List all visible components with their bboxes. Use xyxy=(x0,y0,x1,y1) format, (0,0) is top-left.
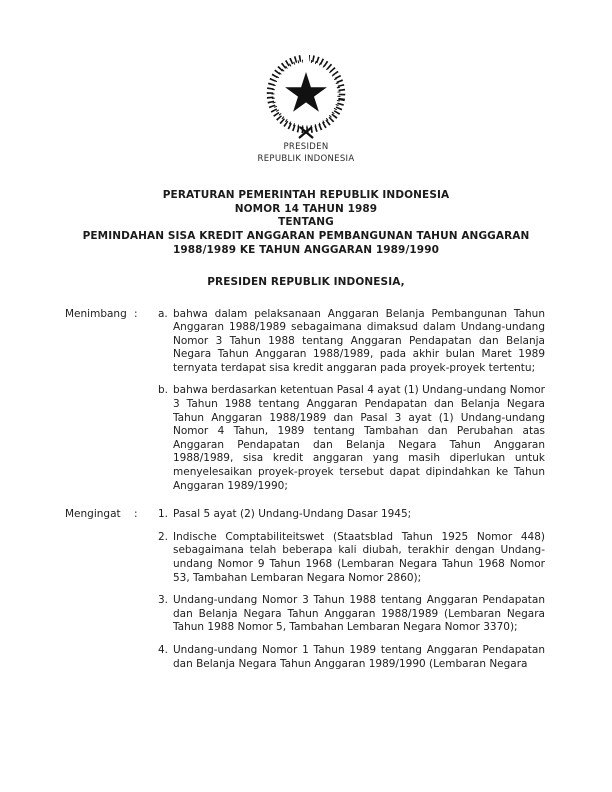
title-line-3: TENTANG xyxy=(278,216,334,229)
item-marker: 4. xyxy=(158,643,169,656)
org-name-presiden: PRESIDEN xyxy=(283,142,329,152)
section-label: Mengingat xyxy=(65,508,121,521)
section-items xyxy=(158,508,545,671)
section-mengingat xyxy=(65,508,545,671)
item-text: bahwa dalam pelaksanaan Anggaran Belanja Pembangunan Tahun Anggaran 1988/1989 sebagaimana dimaksud dalam Undang-undang Nomor 3 Tahun 1988 tentang Anggaran Pendapatan dan Belanja Negara Tahun Anggaran 1988/1989, pada akhir bulan Maret 1989 ternyata terdapat sisa kredit anggaran pada proyek-proyek tertentu; xyxy=(173,307,545,374)
section-colon: : xyxy=(134,307,138,320)
list-item xyxy=(158,384,545,493)
list-item xyxy=(158,308,545,376)
section-items xyxy=(158,308,545,494)
preamble-heading: PRESIDEN REPUBLIK INDONESIA, xyxy=(207,275,405,288)
item-text: Indische Comptabiliteitswet (Staatsblad Tahun 1925 Nomor 448) sebagaimana telah beberapa kali diubah, terakhir dengan Undang-undang Nomor 9 Tahun 1968 (Lembaran Negara Tahun 1968 Nomor 53, Tambahan Lembaran Negara Nomor 2860); xyxy=(173,530,545,584)
item-marker: 1. xyxy=(158,508,169,521)
title-line-4: PEMINDAHAN SISA KREDIT ANGGARAN PEMBANGUNAN TAHUN ANGGARAN xyxy=(82,230,530,243)
document-body xyxy=(65,308,545,672)
list-item xyxy=(158,508,545,522)
star-wreath-emblem-icon xyxy=(246,54,366,142)
item-text: Undang-undang Nomor 3 Tahun 1988 tentang Anggaran Pendapatan dan Belanja Negara Tahun Anggaran 1988/1989 (Lembaran Negara Tahun 1988 Nomor 5, Tambahan Lembaran Negara Nomor 3370); xyxy=(173,594,545,634)
title-line-2: NOMOR 14 TAHUN 1989 xyxy=(234,202,378,215)
section-menimbang xyxy=(65,308,545,494)
item-text: bahwa berdasarkan ketentuan Pasal 4 ayat (1) Undang-undang Nomor 3 Tahun 1988 tentang Anggaran Pendapatan dan Belanja Negara Tahun Anggaran 1988/1989 dan Pasal 3 ayat (1) Undang-undang Nomor 4 Tahun, 1989 tentang Tambahan dan Perubahan atas Anggaran Pendapatan dan Belanja Negara Tahun Anggaran 1988/1989, sisa kredit anggaran yang masih diperlukan untuk menyelesaikan proyek-proyek tersebut dapat dipindahkan ke Tahun Anggaran 1989/1990; xyxy=(173,384,545,492)
list-item xyxy=(158,594,545,635)
list-item xyxy=(158,644,545,671)
list-item xyxy=(158,531,545,585)
regulation-title xyxy=(0,189,612,258)
item-marker: 2. xyxy=(158,530,169,543)
item-text: Pasal 5 ayat (2) Undang-Undang Dasar 1945; xyxy=(173,508,412,521)
item-text: Undang-undang Nomor 1 Tahun 1989 tentang Anggaran Pendapatan dan Belanja Negara Tahun Anggaran 1989/1990 (Lembaran Negara xyxy=(173,643,545,670)
section-colon: : xyxy=(134,508,138,521)
document-header xyxy=(0,54,612,165)
title-line-1: PERATURAN PEMERINTAH REPUBLIK INDONESIA xyxy=(162,189,450,201)
title-line-5: 1988/1989 KE TAHUN ANGGARAN 1989/1990 xyxy=(172,243,440,256)
star-icon xyxy=(285,72,327,112)
item-marker: a. xyxy=(158,307,168,320)
item-marker: 3. xyxy=(158,594,169,607)
section-label: Menimbang xyxy=(65,307,127,320)
item-marker: b. xyxy=(158,384,169,397)
org-name-republik-indonesia: REPUBLIK INDONESIA xyxy=(257,153,355,164)
